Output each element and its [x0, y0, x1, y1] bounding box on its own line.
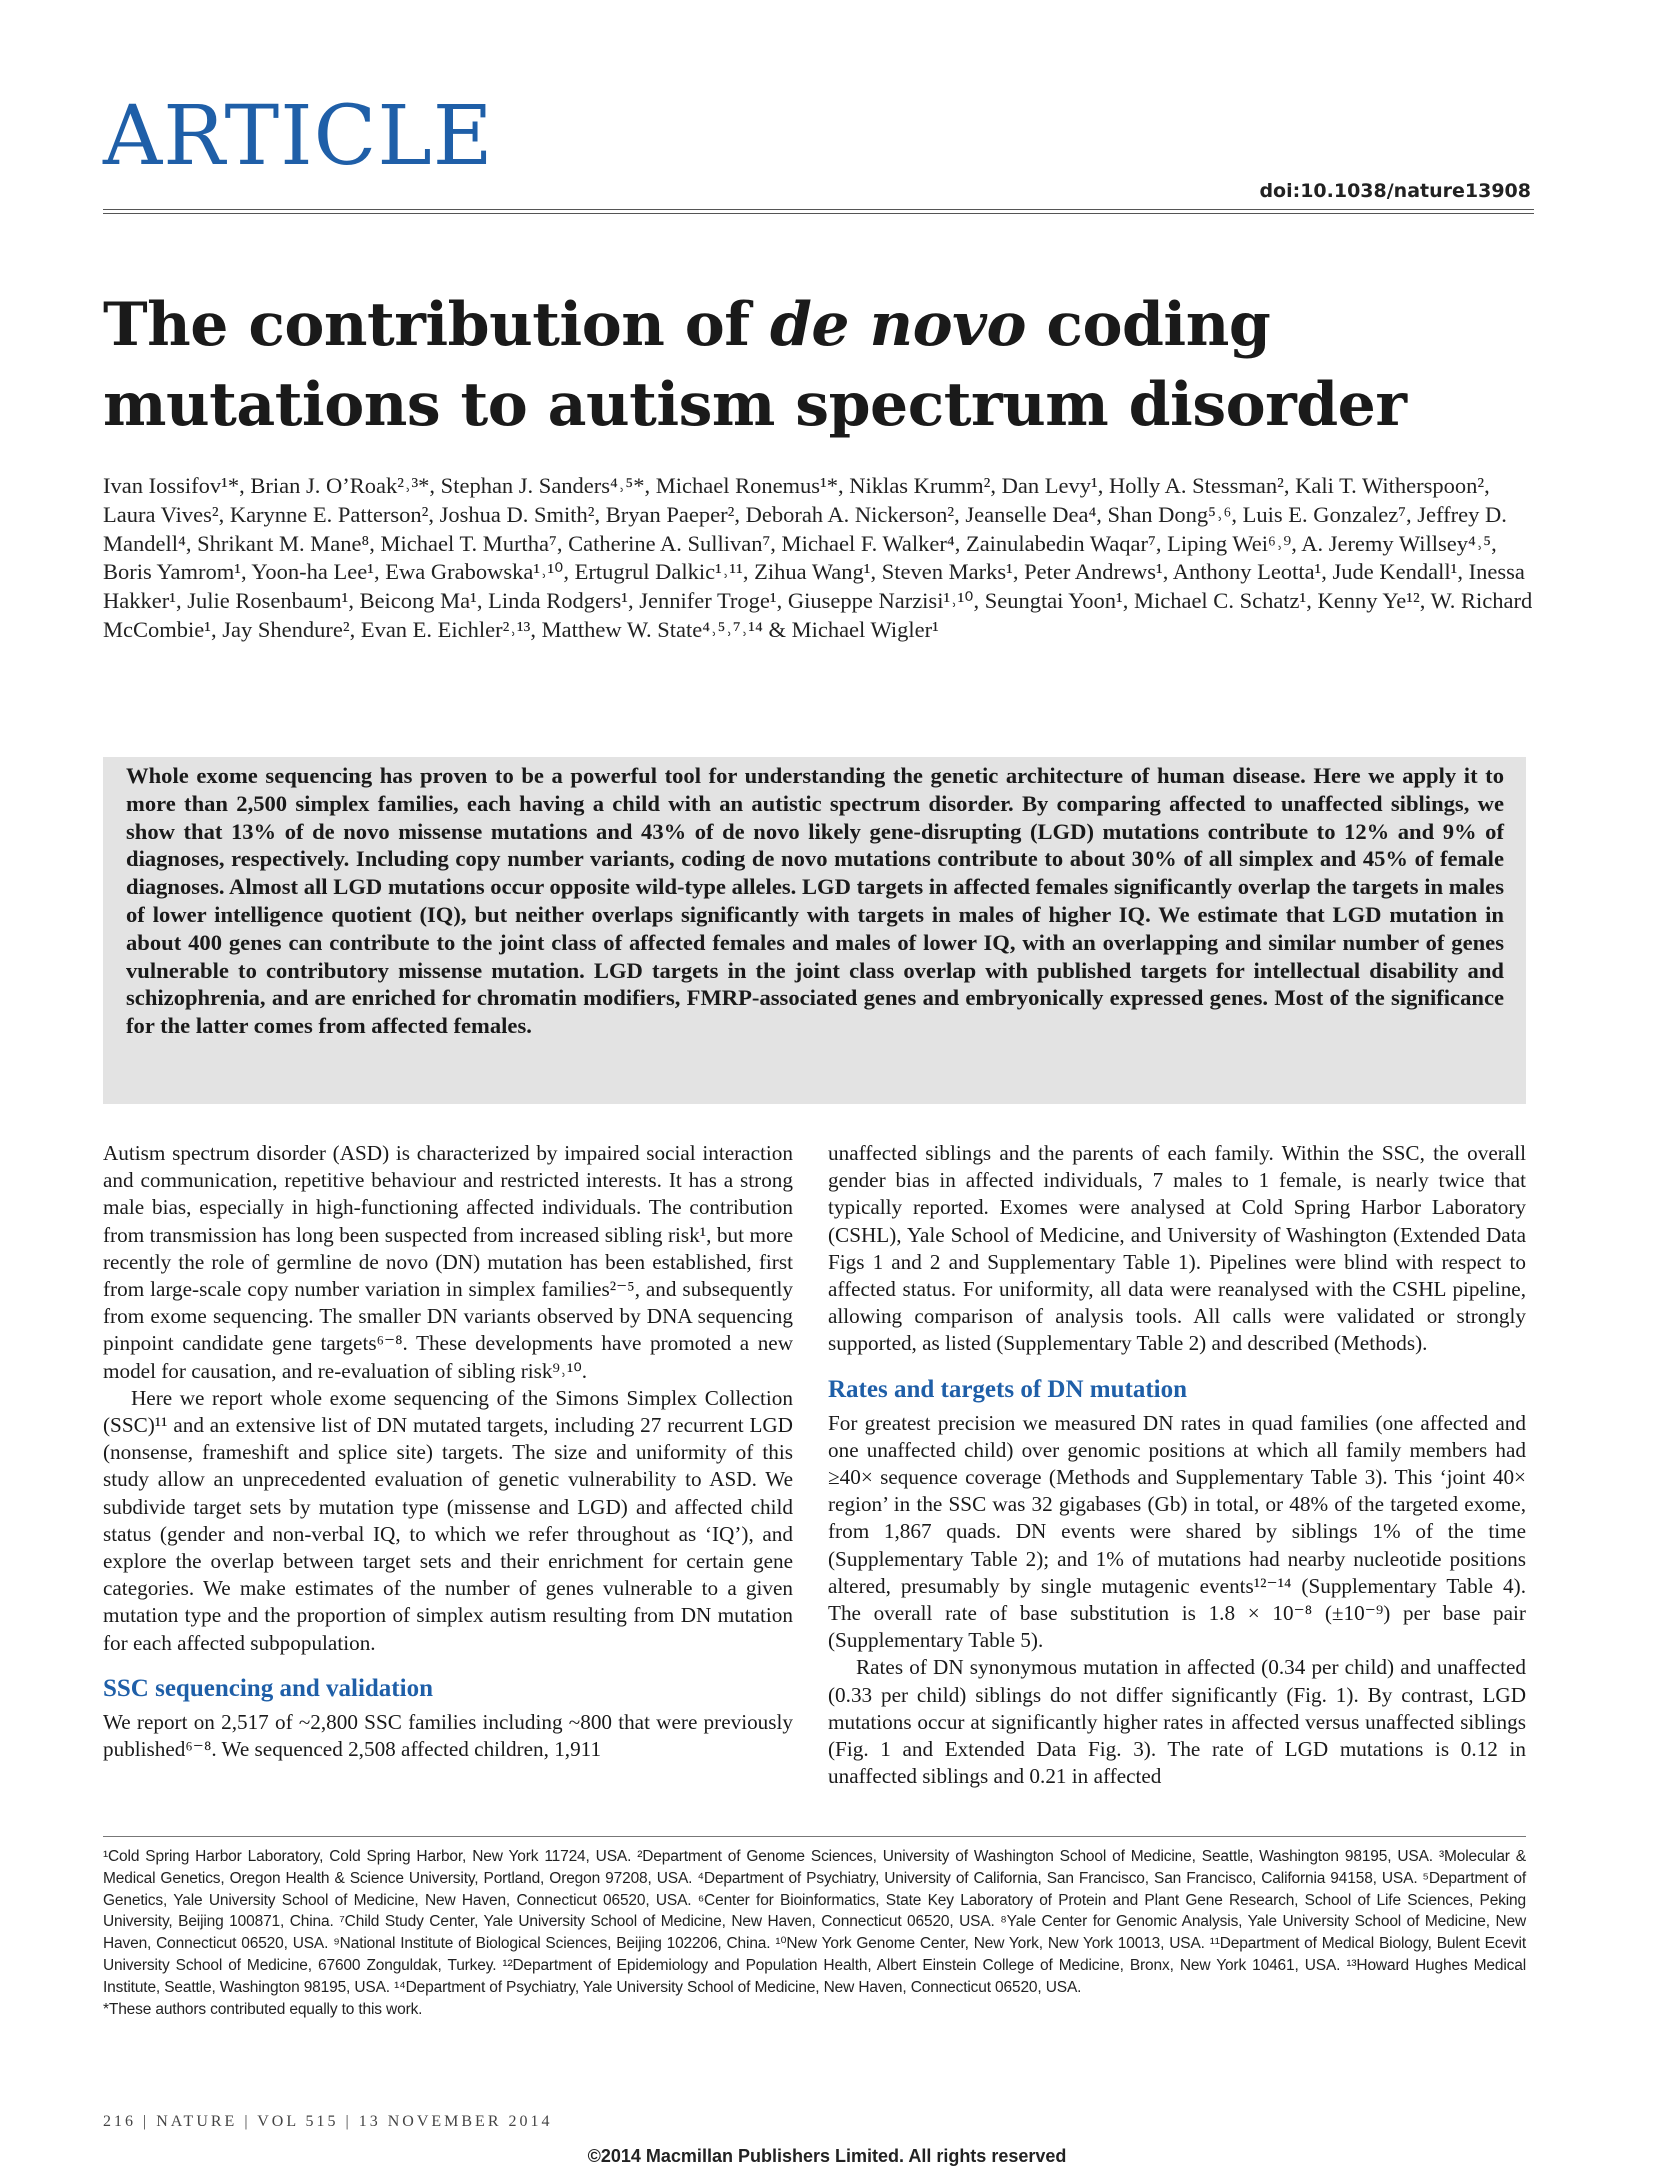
- ssc-paragraph-continued: unaffected siblings and the parents of each family. Within the SSC, the overall gender bias in affected individuals, 7 males to 1 female, is nearly twice that typically reported. Exomes were analysed at Cold Spring Harbor Laboratory (CSHL), Yale School of Medicine, and University of Washington (Extended Data Figs 1 and 2 and Supplementary Table 1). Pipelines were blind with respect to affected status. For uniformity, all data were reanalysed with the CSHL pipeline, allowing comparison of analysis tools. All calls were validated or strongly supported, as listed (Supplementary Table 2) and described (Methods).: [828, 1141, 1526, 1356]
- intro-paragraph-1: Autism spectrum disorder (ASD) is characterized by impaired social interaction and communication, repetitive behaviour and restricted interests. It has a strong male bias, especially in high-functioning affected individuals. The contribution from transmission has long been suspected from increased sibling risk¹, but more recently the role of germline de novo (DN) mutation has been established, first from large-scale copy number variation in simplex families²⁻⁵, and subsequently from exome sequencing. The smaller DN variants observed by DNA sequencing pinpoint candidate gene targets⁶⁻⁸. These developments have promoted a new model for causation, and re-evaluation of sibling risk⁹˒¹⁰.: [103, 1141, 793, 1383]
- section-header: ARTICLE: [103, 89, 494, 184]
- affiliations: [103, 1846, 1526, 2020]
- affiliations-text: ¹Cold Spring Harbor Laboratory, Cold Spring Harbor, New York 11724, USA. ²Department of Genome Sciences, University of Washington School of Medicine, Seattle, Washington 98195, USA. ³Molecular & Medical Genetics, Oregon Health & Science University, Portland, Oregon 97208, USA. ⁴Department of Psychiatry, University of California, San Francisco, San Francisco, California 94158, USA. ⁵Department of Genetics, Yale University School of Medicine, New Haven, Connecticut 06520, USA. ⁶Center for Bioinformatics, State Key Laboratory of Protein and Plant Gene Research, School of Life Sciences, Peking University, Beijing 100871, China. ⁷Child Study Center, Yale University School of Medicine, New Haven, Connecticut 06520, USA. ⁸Yale Center for Genomic Analysis, Yale University School of Medicine, New Haven, Connecticut 06520, USA. ⁹National Institute of Biological Sciences, Beijing 102206, China. ¹⁰New York Genome Center, New York, New York 10013, USA. ¹¹Department of Medical Biology, Bulent Ecevit University School of Medicine, 67600 Zonguldak, Turkey. ¹²Department of Epidemiology and Population Health, Albert Einstein College of Medicine, Bronx, New York 10461, USA. ¹³Howard Hughes Medical Institute, Seattle, Washington 98195, USA. ¹⁴Department of Psychiatry, Yale University School of Medicine, New Haven, Connecticut 06520, USA.: [103, 1848, 1526, 1996]
- header-rule-top: [103, 209, 1534, 210]
- section-heading-rates: Rates and targets of DN mutation: [828, 1375, 1187, 1403]
- right-column: [828, 1140, 1526, 1790]
- intro-paragraph-2: Here we report whole exome sequencing of the Simons Simplex Collection (SSC)¹¹ and an extensive list of DN mutated targets, including 27 recurrent LGD (nonsense, frameshift and splice site) targets. The size and uniformity of this study allow an unprecedented evaluation of genetic vulnerability to ASD. We subdivide target sets by mutation type (missense and LGD) and affected child status (gender and non-verbal IQ, to which we refer throughout as ‘IQ’), and explore the overlap between target sets and their enrichment for certain gene categories. We make estimates of the number of genes vulnerable to a given mutation type and the proportion of simplex autism resulting from DN mutation for each affected subpopulation.: [103, 1385, 793, 1655]
- copyright-notice: ©2014 Macmillan Publishers Limited. All rights reserved: [587, 2146, 1067, 2166]
- abstract-text: Whole exome sequencing has proven to be a powerful tool for understanding the genetic architecture of human disease. Here we apply it to more than 2,500 simplex families, each having a child with an autistic spectrum disorder. By comparing affected to unaffected siblings, we show that 13% of de novo missense mutations and 43% of de novo likely gene-disrupting (LGD) mutations contribute to 12% and 9% of diagnoses, respectively. Including copy number variants, coding de novo mutations contribute to about 30% of all simplex and 45% of female diagnoses. Almost all LGD mutations occur opposite wild-type alleles. LGD targets in affected females significantly overlap the targets in males of lower intelligence quotient (IQ), but neither overlaps significantly with targets in males of higher IQ. We estimate that LGD mutation in about 400 genes can contribute to the joint class of affected females and males of lower IQ, with an overlapping and similar number of genes vulnerable to contributory missense mutation. LGD targets in the joint class overlap with published targets for intellectual disability and schizophrenia, and are enriched for chromatin modifiers, FMRP-associated genes and embryonically expressed genes. Most of the significance for the latter comes from affected females.: [126, 763, 1504, 1039]
- title-part-2: coding mutations to autism spectrum disorder: [103, 290, 1407, 440]
- rates-paragraph-1: For greatest precision we measured DN rates in quad families (one affected and one unaffected child) over genomic positions at which all family members had ≥40× sequence coverage (Methods and Supplementary Table 3). This ‘joint 40× region’ in the SSC was 32 gigabases (Gb) in total, or 48% of the targeted exome, from 1,867 quads. DN events were shared by siblings 1% of the time (Supplementary Table 2); and 1% of mutations had nearby nucleotide positions altered, presumably by single mutagenic events¹²⁻¹⁴ (Supplementary Table 4). The overall rate of base substitution is 1.8 × 10⁻⁸ (±10⁻⁹) per base pair (Supplementary Table 5).: [828, 1410, 1526, 1653]
- ssc-paragraph: We report on 2,517 of ~2,800 SSC families including ~800 that were previously published⁶⁻⁸. We sequenced 2,508 affected children, 1,911: [103, 1709, 793, 1762]
- running-footer: 216 | NATURE | VOL 515 | 13 NOVEMBER 2014: [103, 2113, 553, 2130]
- left-column: [103, 1140, 793, 1763]
- equal-contribution-note: *These authors contributed equally to this work.: [103, 2000, 423, 2018]
- title-italic: de novo: [769, 290, 1027, 360]
- affiliations-rule: [103, 1836, 1526, 1837]
- abstract-box: [103, 757, 1526, 1104]
- title-part-1: The contribution of: [103, 290, 770, 360]
- doi-label[interactable]: doi:10.1038/nature13908: [1259, 180, 1531, 202]
- section-heading-ssc: SSC sequencing and validation: [103, 1674, 433, 1702]
- article-title: [103, 285, 1553, 445]
- rates-paragraph-2: Rates of DN synonymous mutation in affected (0.34 per child) and unaffected (0.33 per child) siblings do not differ significantly (Fig. 1). By contrast, LGD mutations occur at significantly higher rates in affected versus unaffected siblings (Fig. 1 and Extended Data Fig. 3). The rate of LGD mutations is 0.12 in unaffected siblings and 0.21 in affected: [828, 1655, 1526, 1789]
- author-list: Ivan Iossifov¹*, Brian J. O’Roak²˒³*, Stephan J. Sanders⁴˒⁵*, Michael Ronemus¹*, Niklas Krumm², Dan Levy¹, Holly A. Stessman², Kali T. Witherspoon², Laura Vives², Karynne E. Patterson², Joshua D. Smith², Bryan Paeper², Deborah A. Nickerson², Jeanselle Dea⁴, Shan Dong⁵˒⁶, Luis E. Gonzalez⁷, Jeffrey D. Mandell⁴, Shrikant M. Mane⁸, Michael T. Murtha⁷, Catherine A. Sullivan⁷, Michael F. Walker⁴, Zainulabedin Waqar⁷, Liping Wei⁶˒⁹, A. Jeremy Willsey⁴˒⁵, Boris Yamrom¹, Yoon-ha Lee¹, Ewa Grabowska¹˒¹⁰, Ertugrul Dalkic¹˒¹¹, Zihua Wang¹, Steven Marks¹, Peter Andrews¹, Anthony Leotta¹, Jude Kendall¹, Inessa Hakker¹, Julie Rosenbaum¹, Beicong Ma¹, Linda Rodgers¹, Jennifer Troge¹, Giuseppe Narzisi¹˒¹⁰, Seungtai Yoon¹, Michael C. Schatz¹, Kenny Ye¹², W. Richard McCombie¹, Jay Shendure², Evan E. Eichler²˒¹³, Matthew W. State⁴˒⁵˒⁷˒¹⁴ & Michael Wigler¹: [103, 473, 1533, 642]
- header-rule-bottom: [103, 213, 1534, 214]
